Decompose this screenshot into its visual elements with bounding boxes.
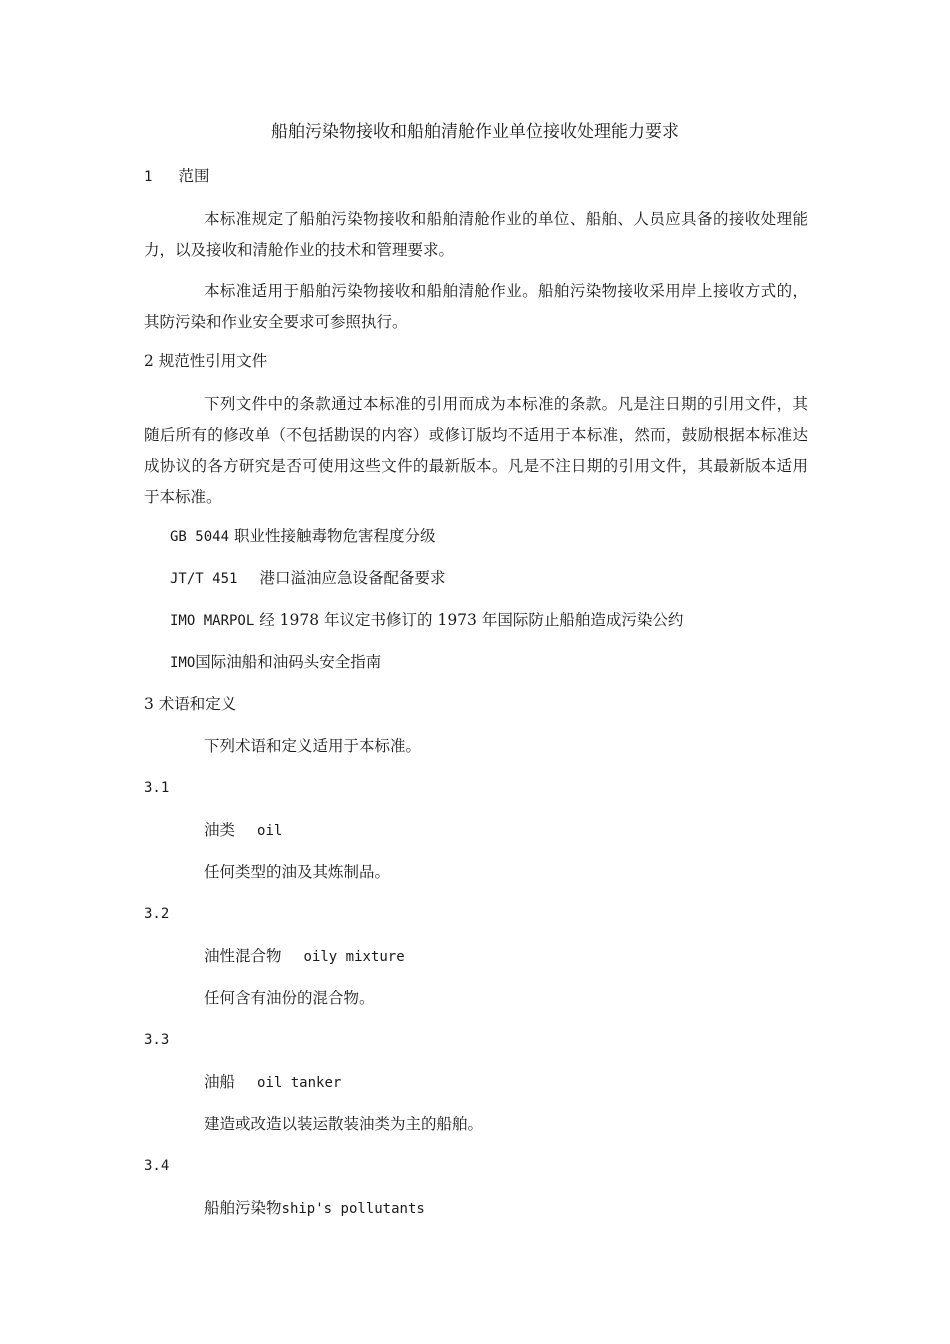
reference-code: JT/T 451 bbox=[170, 571, 238, 587]
term-number: 3.1 bbox=[144, 780, 170, 796]
term-chinese: 油性混合物 bbox=[204, 947, 282, 965]
section-3-intro: 下列术语和定义适用于本标准。 bbox=[204, 737, 422, 755]
reference-name: 港口溢油应急设备配备要求 bbox=[259, 569, 446, 587]
section-1-heading bbox=[144, 166, 209, 187]
reference-item bbox=[170, 568, 445, 589]
term-english: ship's pollutants bbox=[281, 1201, 425, 1217]
term-entry bbox=[204, 1198, 425, 1219]
reference-item bbox=[170, 526, 435, 547]
reference-item bbox=[170, 610, 683, 631]
section-3-heading: 3 术语和定义 bbox=[144, 695, 237, 713]
reference-item bbox=[170, 652, 381, 673]
term-definition: 建造或改造以装运散装油类为主的船舶。 bbox=[204, 1115, 484, 1133]
reference-code: IMO bbox=[170, 655, 196, 671]
section-1-title: 范围 bbox=[178, 167, 210, 185]
reference-code: GB 5044 bbox=[170, 529, 230, 545]
reference-name: 国际油船和油码头安全指南 bbox=[195, 653, 382, 671]
term-number: 3.3 bbox=[144, 1032, 170, 1048]
term-definition: 任何含有油份的混合物。 bbox=[204, 989, 375, 1007]
reference-code: IMO MARPOL bbox=[170, 613, 255, 629]
term-english: oil bbox=[257, 823, 283, 839]
section-1-paragraph-1: 本标准规定了船舶污染物接收和船舶清舱作业的单位、船舶、人员应具备的接收处理能力，以及接收和清舱作业的技术和管理要求。 bbox=[144, 210, 808, 259]
term-number: 3.4 bbox=[144, 1158, 170, 1174]
term-number: 3.2 bbox=[144, 906, 170, 922]
reference-name: 经 1978 年议定书修订的 1973 年国际防止船舶造成污染公约 bbox=[259, 611, 684, 629]
term-entry bbox=[204, 820, 282, 841]
section-1-number: 1 bbox=[144, 169, 153, 185]
section-1-paragraph-2: 本标准适用于船舶污染物接收和船舶清舱作业。船舶污染物接收采用岸上接收方式的，其防污染和作业安全要求可参照执行。 bbox=[144, 282, 808, 331]
term-chinese: 船舶污染物 bbox=[204, 1199, 282, 1217]
term-definition: 任何类型的油及其炼制品。 bbox=[204, 863, 391, 881]
reference-name: 职业性接触毒物危害程度分级 bbox=[233, 527, 436, 545]
term-entry bbox=[204, 1072, 341, 1093]
document-title: 船舶污染物接收和船舶清舱作业单位接收处理能力要求 bbox=[271, 122, 679, 142]
section-2-heading: 2 规范性引用文件 bbox=[144, 352, 268, 370]
term-english: oily mixture bbox=[303, 949, 405, 965]
term-entry bbox=[204, 946, 405, 967]
term-chinese: 油船 bbox=[204, 1073, 236, 1091]
term-english: oil tanker bbox=[257, 1075, 342, 1091]
section-2-paragraph: 下列文件中的条款通过本标准的引用而成为本标准的条款。凡是注日期的引用文件，其随后所有的修改单（不包括勘误的内容）或修订版均不适用于本标准，然而，鼓励根据本标准达成协议的各方研究是否可使用这些文件的最新版本。凡是不注日期的引用文件，其最新版本适用于本标准。 bbox=[144, 395, 808, 506]
term-chinese: 油类 bbox=[204, 821, 236, 839]
